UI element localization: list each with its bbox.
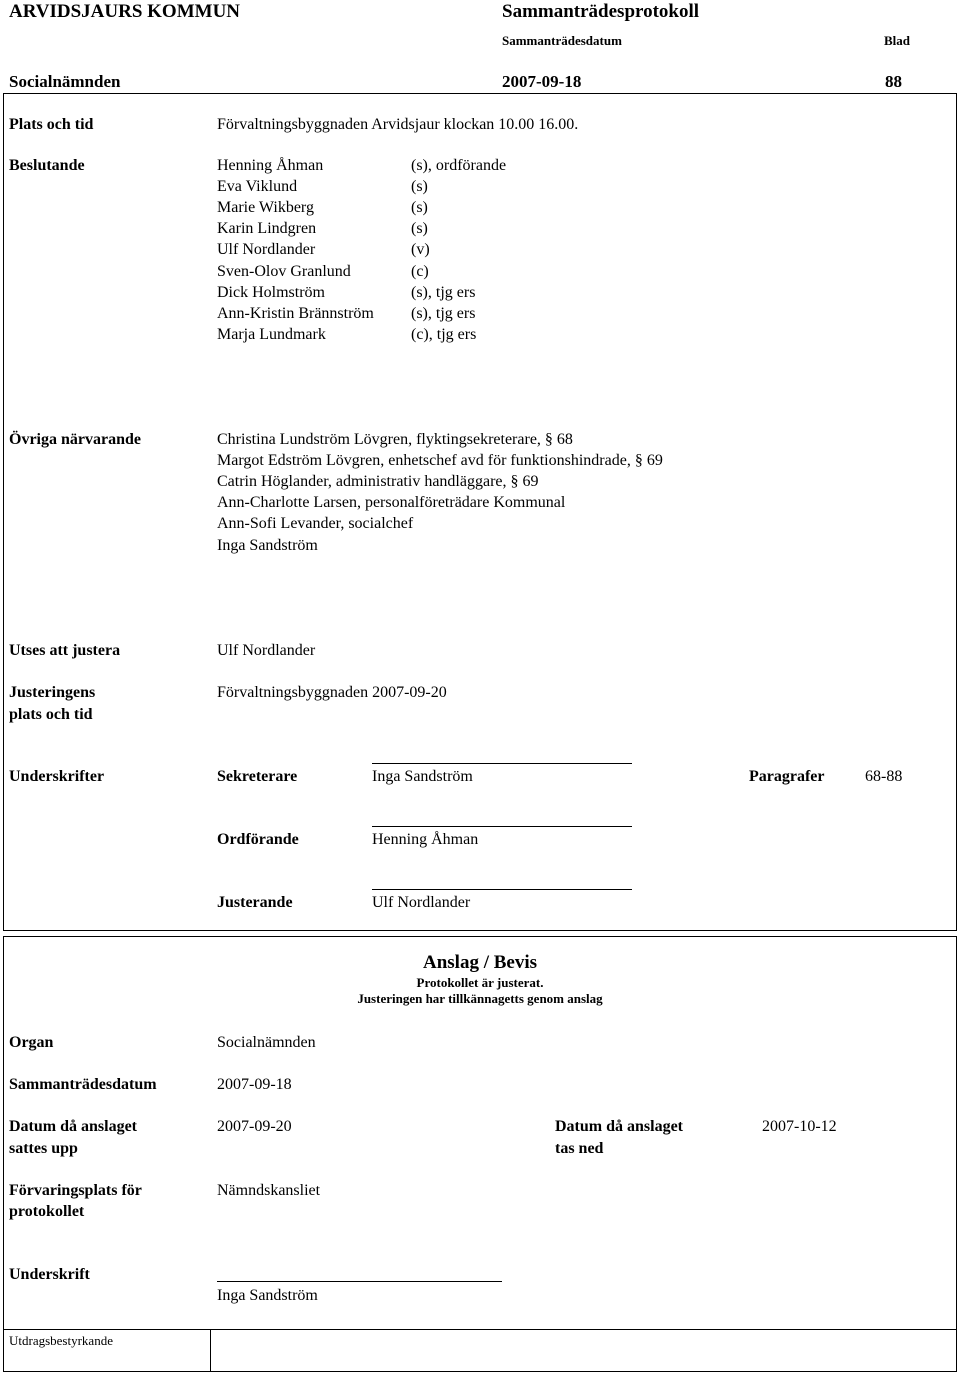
secretary-name: Inga Sandström xyxy=(372,768,473,785)
posted-label-2: sattes upp xyxy=(9,1140,78,1157)
signature-line-adjuster xyxy=(372,889,632,890)
header-sheet-number: 88 xyxy=(885,72,902,91)
header-body: Socialnämnden xyxy=(9,72,121,91)
adjust-place-label-2: plats och tid xyxy=(9,706,93,723)
notice-title: Anslag / Bevis xyxy=(422,952,538,973)
paragraphs-value: 68-88 xyxy=(865,768,903,785)
adjuster-label: Utses att justera xyxy=(9,642,121,659)
document-type: Sammanträdesprotokoll xyxy=(502,1,700,22)
notice-signature-line xyxy=(217,1281,502,1282)
header-date: 2007-09-18 xyxy=(502,72,582,91)
header-sheet-label: Blad xyxy=(884,33,911,48)
notice-date-label: Sammanträdesdatum xyxy=(9,1076,157,1093)
member-name: Karin Lindgren xyxy=(217,220,317,237)
adjuster-sign-label: Justerande xyxy=(217,894,293,911)
paragraphs-label: Paragrafer xyxy=(749,768,825,785)
chair-name: Henning Åhman xyxy=(372,831,479,848)
place-value: Förvaltningsbyggnaden Arvidsjaur klockan 10.00 16.00. xyxy=(217,116,579,133)
footer-cell-divider xyxy=(210,1329,211,1372)
member-role: (v) xyxy=(411,241,430,258)
footer-divider xyxy=(3,1329,957,1330)
member-name: Dick Holmström xyxy=(217,284,325,301)
member-role: (s), ordförande xyxy=(411,157,507,174)
chair-label: Ordförande xyxy=(217,831,299,848)
place-label: Plats och tid xyxy=(9,116,94,133)
removed-label-2: tas ned xyxy=(555,1140,604,1157)
member-role: (s), tjg ers xyxy=(411,284,476,301)
storage-value: Nämndskansliet xyxy=(217,1182,321,1199)
header-date-label: Sammanträdesdatum xyxy=(502,33,622,48)
signatures-label: Underskrifter xyxy=(9,768,105,785)
attendee: Catrin Höglander, administrativ handläggare, § 69 xyxy=(217,473,539,490)
signature-line-chair xyxy=(372,826,632,827)
member-name: Ulf Nordlander xyxy=(217,241,316,258)
notice-line-2: Justeringen har tillkännagetts genom anslag xyxy=(357,991,603,1006)
storage-label-1: Förvaringsplats för xyxy=(9,1182,142,1199)
adjust-place-value: Förvaltningsbyggnaden 2007-09-20 xyxy=(217,684,447,701)
member-role: (c) xyxy=(411,263,429,280)
attendee: Inga Sandström xyxy=(217,537,318,554)
posted-label-1: Datum då anslaget xyxy=(9,1118,138,1135)
storage-label-2: protokollet xyxy=(9,1203,85,1220)
member-name: Ann-Kristin Brännström xyxy=(217,305,374,322)
secretary-label: Sekreterare xyxy=(217,768,298,785)
others-label: Övriga närvarande xyxy=(9,431,141,448)
member-name: Marie Wikberg xyxy=(217,199,314,216)
member-role: (s), tjg ers xyxy=(411,305,476,322)
attendee: Christina Lundström Lövgren, flyktingsekreterare, § 68 xyxy=(217,431,573,448)
footer-label: Utdragsbestyrkande xyxy=(9,1333,113,1348)
member-role: (s) xyxy=(411,178,428,195)
signature-name: Inga Sandström xyxy=(217,1287,318,1304)
deciding-label: Beslutande xyxy=(9,157,85,174)
removed-label-1: Datum då anslaget xyxy=(555,1118,684,1135)
adjuster-sign-name: Ulf Nordlander xyxy=(372,894,471,911)
member-name: Marja Lundmark xyxy=(217,326,326,343)
attendee: Ann-Sofi Levander, socialchef xyxy=(217,515,414,532)
attendee: Margot Edström Lövgren, enhetschef avd för funktionshindrade, § 69 xyxy=(217,452,663,469)
protocol-frame xyxy=(3,93,957,931)
adjuster-value: Ulf Nordlander xyxy=(217,642,316,659)
organ-value: Socialnämnden xyxy=(217,1034,316,1051)
member-name: Henning Åhman xyxy=(217,157,324,174)
municipality-name: ARVIDSJAURS KOMMUN xyxy=(9,1,241,22)
member-role: (s) xyxy=(411,220,428,237)
signature-line-secretary xyxy=(372,763,632,764)
organ-label: Organ xyxy=(9,1034,54,1051)
signature-label: Underskrift xyxy=(9,1266,90,1283)
member-name: Eva Viklund xyxy=(217,178,298,195)
adjust-place-label-1: Justeringens xyxy=(9,684,96,701)
member-role: (c), tjg ers xyxy=(411,326,477,343)
notice-date-value: 2007-09-18 xyxy=(217,1076,292,1093)
member-name: Sven-Olov Granlund xyxy=(217,263,351,280)
attendee: Ann-Charlotte Larsen, personalföreträdare Kommunal xyxy=(217,494,566,511)
member-role: (s) xyxy=(411,199,428,216)
removed-value: 2007-10-12 xyxy=(762,1118,837,1135)
posted-value: 2007-09-20 xyxy=(217,1118,292,1135)
notice-line-1: Protokollet är justerat. xyxy=(416,975,544,990)
